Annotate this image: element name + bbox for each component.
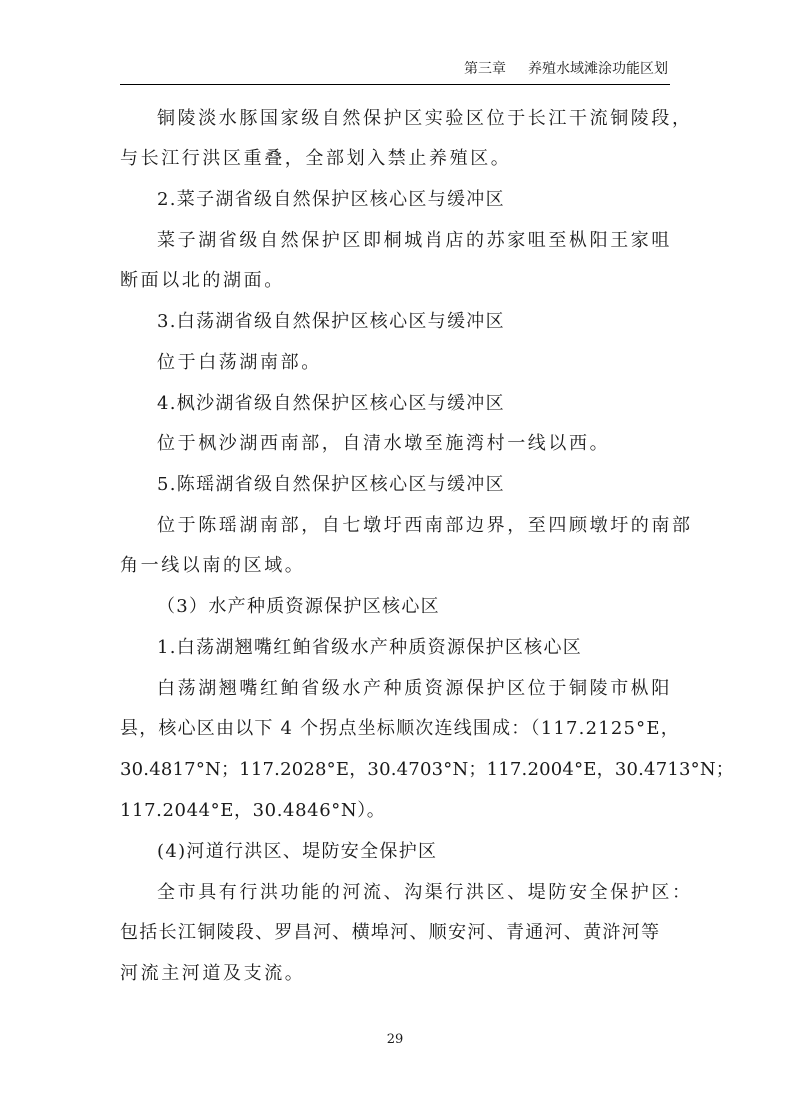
header-chapter: 第三章 (464, 61, 506, 77)
subheading: 2.菜子湖省级自然保护区核心区与缓冲区 (157, 189, 505, 210)
section-heading: （3）水产种质资源保护区核心区 (157, 596, 440, 617)
paragraph-line: 角一线以南的区域。 (120, 555, 306, 576)
subheading: 1.白荡湖翘嘴红鲌省级水产种质资源保护区核心区 (157, 637, 583, 658)
section-heading: (4)河道行洪区、堤防安全保护区 (157, 841, 438, 862)
paragraph-line: 菜子湖省级自然保护区即桐城肖店的苏家咀至枞阳王家咀 (157, 230, 672, 251)
paragraph-line: 位于陈瑶湖南部，自七墩圩西南部边界，至四顾墩圩的南部 (157, 515, 693, 536)
header-rule (120, 84, 670, 85)
paragraph-line: 铜陵淡水豚国家级自然保护区实验区位于长江干流铜陵段， (157, 108, 693, 129)
subheading: 4.枫沙湖省级自然保护区核心区与缓冲区 (157, 393, 505, 414)
paragraph-line: 全市具有行洪功能的河流、沟渠行洪区、堤防安全保护区： (157, 882, 693, 903)
paragraph-line: 河流主河道及支流。 (120, 963, 306, 984)
paragraph-line: 与长江行洪区重叠，全部划入禁止养殖区。 (120, 148, 512, 169)
paragraph-line: 117.2044°E，30.4846°N）。 (120, 800, 386, 821)
paragraph-line: 位于白荡湖南部。 (157, 352, 322, 373)
paragraph-line: 包括长江铜陵段、罗昌河、横埠河、顺安河、青通河、黄浒河等 (120, 922, 661, 943)
paragraph-line: 县，核心区由以下 4 个拐点坐标顺次连线围成：（117.2125°E， (120, 718, 680, 739)
paragraph-line: 白荡湖翘嘴红鲌省级水产种质资源保护区位于铜陵市枞阳 (157, 678, 672, 699)
subheading: 3.白荡湖省级自然保护区核心区与缓冲区 (157, 311, 505, 332)
paragraph-line: 30.4817°N；117.2028°E，30.4703°N；117.2004°E，30.4713°N； (120, 759, 735, 780)
paragraph-line: 断面以北的湖面。 (120, 270, 285, 291)
page-number: 29 (386, 1032, 404, 1047)
subheading: 5.陈瑶湖省级自然保护区核心区与缓冲区 (157, 474, 505, 495)
running-header (464, 58, 668, 78)
header-title: 养殖水域滩涂功能区划 (528, 61, 668, 77)
paragraph-line: 位于枫沙湖西南部，自清水墩至施湾村一线以西。 (157, 433, 611, 454)
